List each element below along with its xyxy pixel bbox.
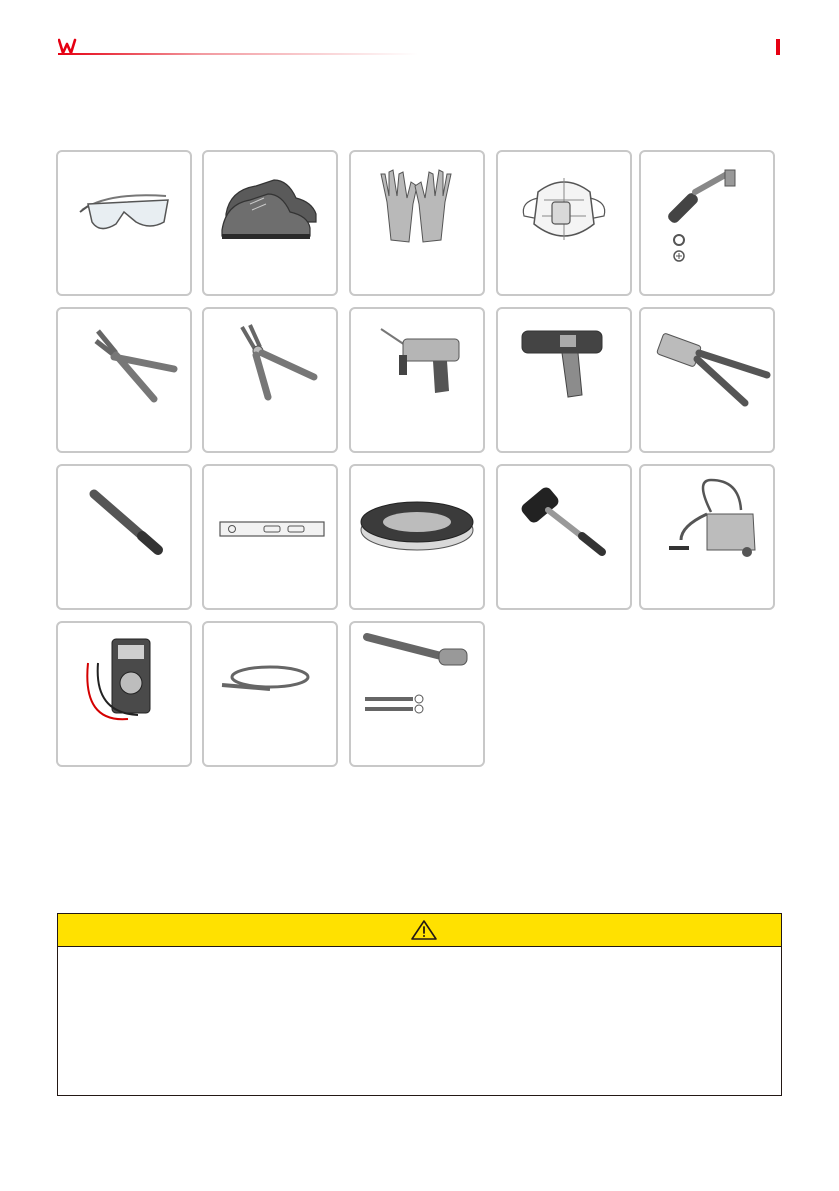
tool-tile-heat-gun	[496, 307, 632, 453]
crimping-tool-icon	[641, 309, 773, 451]
wire-stripper-icon	[204, 309, 336, 451]
tool-tile-torque-screwdriver	[349, 621, 485, 767]
tool-tile-safety-shoes	[202, 150, 338, 296]
safety-goggles-icon	[58, 152, 190, 294]
cable-tie-icon	[204, 623, 336, 765]
tool-tile-heat-shrink-tubing	[349, 464, 485, 610]
warning-box	[57, 913, 782, 1096]
vacuum-cleaner-icon	[641, 466, 773, 608]
tool-tile-safety-goggles	[56, 150, 192, 296]
tool-tile-rubber-mallet	[496, 464, 632, 610]
page-edge-marker	[776, 39, 780, 55]
tool-tile-multimeter	[56, 621, 192, 767]
heat-shrink-tubing-icon	[351, 466, 483, 608]
tool-tile-gloves	[349, 150, 485, 296]
warning-header	[58, 914, 781, 947]
tool-tile-diagonal-pliers	[56, 307, 192, 453]
tool-tile-wire-stripper	[202, 307, 338, 453]
tool-tile-vacuum-cleaner	[639, 464, 775, 610]
warning-triangle-icon	[410, 919, 438, 941]
safety-shoes-icon	[204, 152, 336, 294]
heat-gun-icon	[498, 309, 630, 451]
tool-tile-cable-tie	[202, 621, 338, 767]
marker-icon	[58, 466, 190, 608]
tool-tile-torque-wrench	[639, 150, 775, 296]
torque-screwdriver-icon	[351, 623, 483, 765]
insulated-gloves-icon	[351, 152, 483, 294]
tool-tile-dust-mask	[496, 150, 632, 296]
spirit-level-icon	[204, 466, 336, 608]
dust-mask-icon	[498, 152, 630, 294]
tool-tile-hammer-drill	[349, 307, 485, 453]
hammer-drill-icon	[351, 309, 483, 451]
multimeter-icon	[58, 623, 190, 765]
rubber-mallet-icon	[498, 466, 630, 608]
tool-tile-crimping-tool	[639, 307, 775, 453]
tool-tile-marker	[56, 464, 192, 610]
header-rule	[58, 53, 418, 55]
diagonal-pliers-icon	[58, 309, 190, 451]
tool-tile-spirit-level	[202, 464, 338, 610]
torque-wrench-icon	[641, 152, 773, 294]
